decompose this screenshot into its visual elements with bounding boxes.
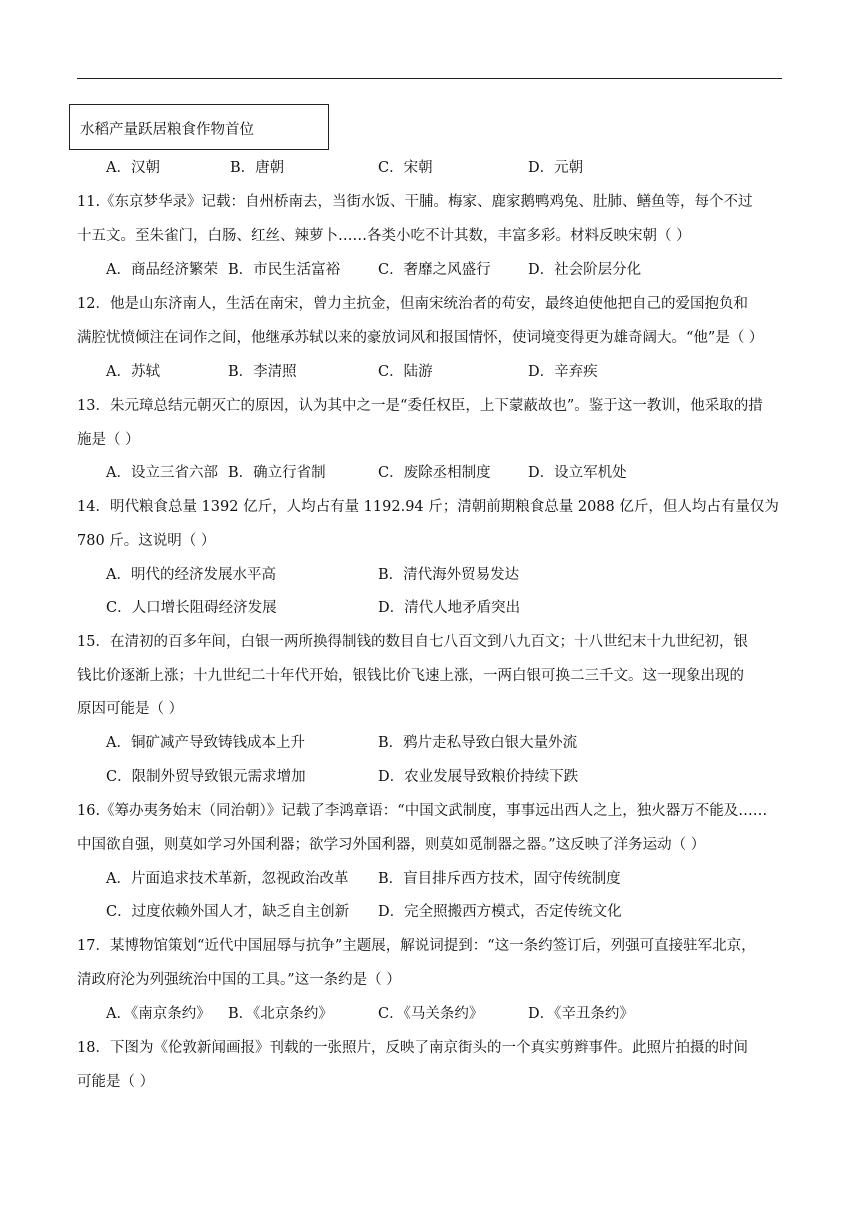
q13-option-d[interactable]: D．设立军机处 bbox=[528, 465, 627, 481]
q10-option-b[interactable]: B．唐朝 bbox=[230, 160, 285, 176]
q12-option-b[interactable]: B．李清照 bbox=[228, 364, 297, 380]
q11-option-a[interactable]: A．商品经济繁荣 bbox=[106, 262, 218, 278]
q16-option-d[interactable]: D．完全照搬西方模式，否定传统文化 bbox=[378, 904, 622, 920]
q12-option-a[interactable]: A．苏轼 bbox=[106, 364, 160, 380]
q14-option-d[interactable]: D．清代人地矛盾突出 bbox=[378, 600, 521, 616]
q17-option-d[interactable]: D．《辛丑条约》 bbox=[528, 1006, 634, 1022]
q14-option-c[interactable]: C．人口增长阻碍经济发展 bbox=[106, 600, 277, 616]
material-box bbox=[69, 104, 329, 150]
q17-option-b[interactable]: B．《北京条约》 bbox=[228, 1006, 333, 1022]
q17-stem-line-1: 17．某博物馆策划“近代中国屈辱与抗争”主题展，解说词提到：“这一条约签订后，列强可直接驻军北京， bbox=[77, 938, 756, 954]
q15-stem-line-2: 钱比价逐渐上涨；十九世纪二十年代开始，银钱比价飞速上涨，一两白银可换二三千文。这一现象出现的 bbox=[77, 668, 744, 684]
q15-option-d[interactable]: D．农业发展导致粮价持续下跌 bbox=[378, 769, 579, 785]
q10-option-c[interactable]: C．宋朝 bbox=[378, 160, 433, 176]
q16-stem-line-1: 16.《筹办夷务始末（同治朝）》记载了李鸿章语：“中国文武制度，事事远出西人之上，独火器万不能及…… bbox=[77, 803, 768, 819]
q12-stem-line-1: 12．他是山东济南人，生活在南宋，曾力主抗金，但南宋统治者的苟安，最终迫使他把自己的爱国抱负和 bbox=[77, 296, 748, 312]
q12-option-d[interactable]: D．辛弃疾 bbox=[528, 364, 598, 380]
q10-option-a[interactable]: A．汉朝 bbox=[106, 160, 160, 176]
q15-stem-line-1: 15．在清初的百多年间，白银一两所换得制钱的数目自七八百文到八九百文；十八世纪末十九世纪初，银 bbox=[77, 634, 748, 650]
q15-option-c[interactable]: C．限制外贸导致银元需求增加 bbox=[106, 769, 306, 785]
q16-option-a[interactable]: A．片面追求技术革新，忽视政治改革 bbox=[106, 871, 349, 887]
q14-stem-line-2: 780 斤。这说明（ ） bbox=[77, 533, 216, 549]
q17-stem-line-2: 清政府沦为列强统治中国的工具。”这一条约是（ ） bbox=[77, 972, 401, 988]
q11-option-d[interactable]: D．社会阶层分化 bbox=[528, 262, 642, 278]
q16-option-b[interactable]: B．盲目排斥西方技术，固守传统制度 bbox=[378, 871, 621, 887]
q15-stem-line-3: 原因可能是（ ） bbox=[77, 701, 184, 717]
q11-stem-line-2: 十五文。至朱雀门，白肠、红丝、辣萝卜……各类小吃不计其数，丰富多彩。材料反映宋朝（ ） bbox=[77, 228, 691, 244]
q14-stem-line-1: 14．明代粮食总量 1392 亿斤，人均占有量 1192.94 斤；清朝前期粮食总量 2088 亿斤，但人均占有量仅为 bbox=[77, 499, 779, 515]
q17-option-c[interactable]: C．《马关条约》 bbox=[378, 1006, 484, 1022]
q13-option-a[interactable]: A．设立三省六部 bbox=[106, 465, 218, 481]
q16-option-c[interactable]: C．过度依赖外国人才，缺乏自主创新 bbox=[106, 904, 350, 920]
q14-option-b[interactable]: B．清代海外贸易发达 bbox=[378, 567, 520, 583]
q17-option-a[interactable]: A．《南京条约》 bbox=[106, 1006, 211, 1022]
q13-option-b[interactable]: B．确立行省制 bbox=[228, 465, 326, 481]
q15-option-a[interactable]: A．铜矿减产导致铸钱成本上升 bbox=[106, 735, 305, 751]
q13-stem-line-2: 施是（ ） bbox=[77, 432, 140, 448]
q18-stem-line-1: 18．下图为《伦敦新闻画报》刊载的一张照片，反映了南京街头的一个真实剪辫事件。此照片拍摄的时间 bbox=[77, 1040, 748, 1056]
q16-stem-line-2: 中国欲自强，则莫如学习外国利器；欲学习外国利器，则莫如觅制器之器。”这反映了洋务运动（ ） bbox=[77, 837, 706, 853]
q13-stem-line-1: 13．朱元璋总结元朝灭亡的原因，认为其中之一是“委任权臣，上下蒙蔽故也”。鉴于这一教训，他采取的措 bbox=[77, 398, 763, 414]
material-box-text: 水稻产量跃居粮食作物首位 bbox=[80, 122, 254, 138]
q12-option-c[interactable]: C．陆游 bbox=[378, 364, 433, 380]
q10-option-d[interactable]: D．元朝 bbox=[528, 160, 584, 176]
q18-stem-line-2: 可能是（ ） bbox=[77, 1074, 155, 1090]
header-rule bbox=[77, 78, 782, 79]
q11-option-b[interactable]: B．市民生活富裕 bbox=[228, 262, 341, 278]
q11-option-c[interactable]: C．奢靡之风盛行 bbox=[378, 262, 491, 278]
q14-option-a[interactable]: A．明代的经济发展水平高 bbox=[106, 567, 276, 583]
q11-stem-line-1: 11.《东京梦华录》记载：自州桥南去，当街水饭、干脯。梅家、鹿家鹅鸭鸡兔、肚肺、鳝鱼等，每个不过 bbox=[77, 194, 753, 210]
q12-stem-line-2: 满腔忧愤倾注在词作之间，他继承苏轼以来的豪放词风和报国情怀，使词境变得更为雄奇阔大。“他”是（ ） bbox=[77, 330, 764, 346]
q15-option-b[interactable]: B．鸦片走私导致白银大量外流 bbox=[378, 735, 578, 751]
q13-option-c[interactable]: C．废除丞相制度 bbox=[378, 465, 491, 481]
